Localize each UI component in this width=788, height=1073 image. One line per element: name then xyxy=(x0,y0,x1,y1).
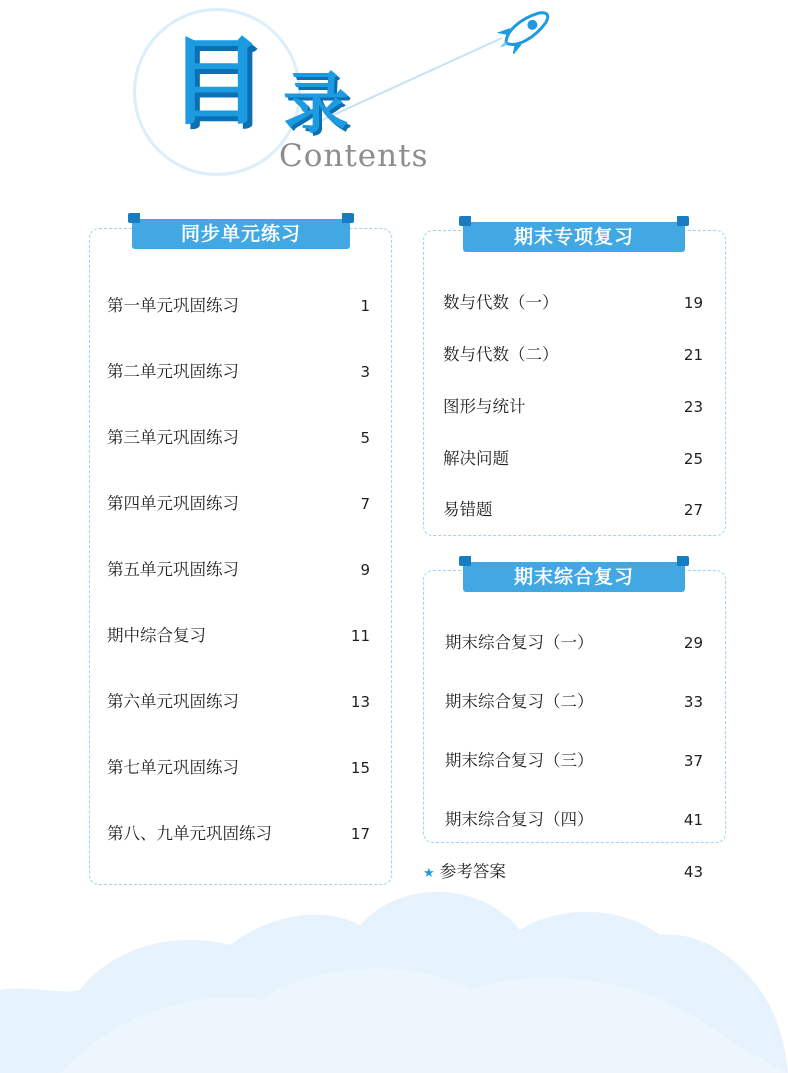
toc-entry[interactable] xyxy=(107,689,370,715)
toc-entry[interactable] xyxy=(445,748,703,774)
contents-subtitle: Contents xyxy=(279,138,429,174)
answers-entry[interactable] xyxy=(423,859,703,885)
toc-entry-label: 第七单元巩固练习 xyxy=(107,758,239,777)
toc-entry-page: 19 xyxy=(683,294,703,312)
toc-entry-label: 第四单元巩固练习 xyxy=(107,494,239,513)
answers-row-label xyxy=(423,859,506,887)
toc-entry-label: 期末综合复习（四） xyxy=(445,810,594,829)
toc-entry[interactable] xyxy=(107,557,370,583)
final-special-section xyxy=(423,230,726,536)
toc-entry-page: 29 xyxy=(683,634,703,652)
title-char-mu: 目 xyxy=(168,26,264,138)
toc-entry-label: 第五单元巩固练习 xyxy=(107,560,239,579)
toc-entry[interactable] xyxy=(443,446,703,472)
toc-entry-label: 第一单元巩固练习 xyxy=(107,296,239,315)
toc-entry-page: 23 xyxy=(683,398,703,416)
toc-entry-label: 第三单元巩固练习 xyxy=(107,428,239,447)
toc-entry[interactable] xyxy=(107,623,370,649)
toc-entry-page: 21 xyxy=(683,346,703,364)
toc-entry-page: 9 xyxy=(360,561,370,579)
toc-entry-label: 数与代数（一） xyxy=(443,293,559,312)
toc-entry-label: 易错题 xyxy=(443,500,493,519)
toc-entry-label: 期中综合复习 xyxy=(107,626,206,645)
toc-entry-page: 3 xyxy=(360,363,370,381)
toc-entry-page: 1 xyxy=(360,297,370,315)
rocket-icon xyxy=(494,6,556,54)
cloud-shape xyxy=(0,892,788,1073)
toc-entry-label: 数与代数（二） xyxy=(443,345,559,364)
toc-entry[interactable] xyxy=(445,689,703,715)
toc-entry-label: 第八、九单元巩固练习 xyxy=(107,824,272,843)
toc-entry[interactable] xyxy=(443,497,703,523)
toc-entry-label: 期末综合复习（一） xyxy=(445,633,594,652)
toc-entry-page: 7 xyxy=(360,495,370,513)
toc-entry-page: 17 xyxy=(350,825,370,843)
toc-entry-page: 13 xyxy=(350,693,370,711)
final-special-title: 期末专项复习 xyxy=(463,222,685,252)
toc-entry[interactable] xyxy=(107,755,370,781)
toc-entry-label: 期末综合复习（二） xyxy=(445,692,594,711)
toc-entry-label: 第二单元巩固练习 xyxy=(107,362,239,381)
final-comprehensive-title: 期末综合复习 xyxy=(463,562,685,592)
toc-entry-page: 37 xyxy=(683,752,703,770)
toc-entry[interactable] xyxy=(107,821,370,847)
title-char-lu: 录 xyxy=(283,65,349,142)
toc-entry[interactable] xyxy=(107,293,370,319)
sync-practice-title: 同步单元练习 xyxy=(132,219,350,249)
toc-entry-label: 期末综合复习（三） xyxy=(445,751,594,770)
toc-entry[interactable] xyxy=(443,342,703,368)
toc-entry[interactable] xyxy=(443,394,703,420)
toc-entry[interactable] xyxy=(107,491,370,517)
toc-entry-label: 第六单元巩固练习 xyxy=(107,692,239,711)
toc-entry[interactable] xyxy=(445,807,703,833)
toc-entry-page: 41 xyxy=(683,811,703,829)
toc-entry[interactable] xyxy=(445,630,703,656)
toc-entry-page: 33 xyxy=(683,693,703,711)
answers-label: 参考答案 xyxy=(439,862,506,881)
toc-entry-label: 解决问题 xyxy=(443,449,509,468)
toc-entry-page: 5 xyxy=(360,429,370,447)
toc-entry-page: 25 xyxy=(683,450,703,468)
toc-entry-page: 27 xyxy=(683,501,703,519)
toc-entry-page: 11 xyxy=(350,627,370,645)
toc-entry-label: 图形与统计 xyxy=(443,397,526,416)
toc-entry[interactable] xyxy=(107,359,370,385)
star-icon: ★ xyxy=(423,866,435,881)
answers-page: 43 xyxy=(683,863,703,881)
toc-entry[interactable] xyxy=(443,290,703,316)
toc-entry-page: 15 xyxy=(350,759,370,777)
toc-entry[interactable] xyxy=(107,425,370,451)
